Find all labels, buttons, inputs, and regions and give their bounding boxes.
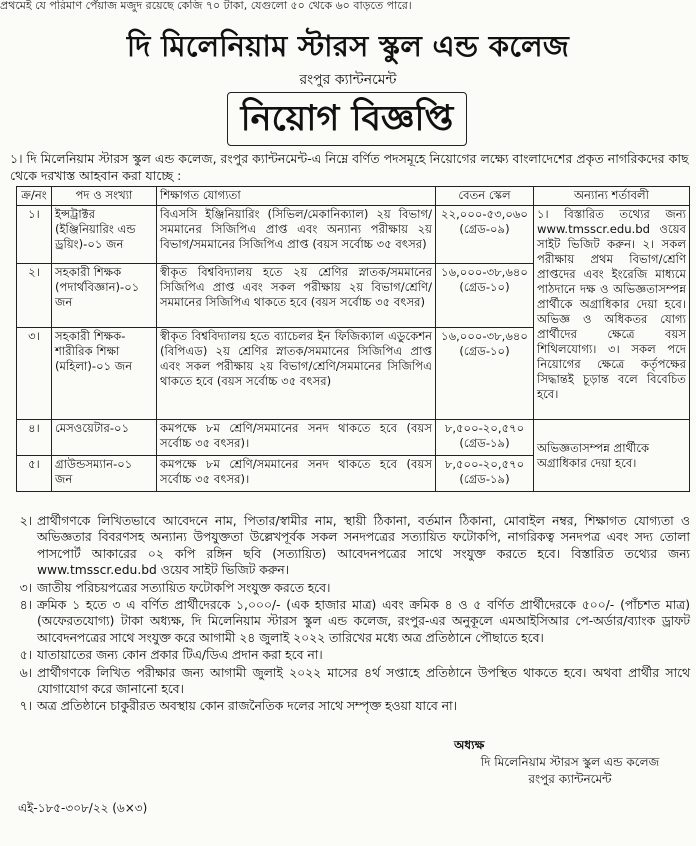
- signature-title: অধ্যক্ষ: [454, 738, 485, 752]
- note-text: অত্র প্রতিষ্ঠানে চাকুরীরত অবস্থায় কোন রাজনৈতিক দলের সাথে সম্পৃক্ত হওয়া যাবে না।: [37, 699, 457, 714]
- list-item: [10, 513, 690, 579]
- reference-number: এই-১৮৫-৩০৮/২২ (৬×৩): [18, 801, 148, 815]
- note-number: ৩।: [19, 580, 32, 595]
- table-header-row: [17, 187, 690, 206]
- salary-cell: [436, 328, 534, 420]
- salary-grade: (গ্রেড-১৯): [459, 472, 510, 486]
- vacancy-table: [16, 186, 690, 492]
- header-serial: ক্র/নং: [17, 187, 52, 206]
- list-item: [10, 698, 690, 714]
- school-name: দি মিলেনিয়াম স্টারস স্কুল এন্ড কলেজ: [126, 29, 570, 63]
- note-number: ৭।: [19, 699, 32, 714]
- salary-range: ২২,০০০-৫৩,০৬০: [441, 207, 528, 221]
- notice-title: নিয়োগ বিজ্ঞপ্তি: [227, 92, 467, 146]
- list-item: [10, 665, 690, 698]
- note-text: জাতীয় পরিচয়পত্রের সত্যায়িত ফটোকপি সংযুক্ত করতে হবে।: [37, 580, 331, 595]
- list-item: [10, 647, 690, 663]
- intro-paragraph: ১। দি মিলেনিয়াম স্টারস স্কুল এন্ড কলেজ, রংপুর ক্যান্টনমেন্ট-এ নিম্নে বর্ণিত পদসমূহে নিয়োগের লক্ষ্যে বাংলাদেশের প্রকৃত নাগরিকদের কাছ থেকে দরখাস্ত আহবান করা যাচ্ছে :: [10, 151, 689, 183]
- salary-grade: (গ্রেড-১০): [459, 344, 510, 358]
- table-row: [17, 420, 690, 456]
- salary-grade: (গ্রেড-০৯): [459, 222, 510, 236]
- header-post: পদ ও সংখ্যা: [52, 187, 157, 206]
- note-number: ২।: [19, 514, 32, 528]
- note-text: যাতায়াতের জন্য কোন প্রকার টিএ/ডিএ প্রদান করা হবে না।: [37, 648, 323, 663]
- table-row: [17, 206, 690, 264]
- cut-previous-article: প্রথমেই যে পরিমাণ পেঁয়াজ মজুদ রয়েছে কেজি ৭০ টাকা, যেগুলো ৫০ থেকে ৬০ বাড়তে পারে।: [0, 0, 412, 12]
- salary-range: ৮,৫০০-২০,৫৭০: [444, 457, 525, 471]
- list-item: [10, 597, 690, 646]
- serial-cell: ৩।: [17, 328, 52, 420]
- post-cell: ইন্সট্রাক্টর (ইঞ্জিনিয়ারিং এন্ড ড্রয়িং)-০১ জন: [52, 206, 157, 264]
- serial-cell: ২।: [17, 264, 52, 328]
- header-salary: বেতন স্কেল: [436, 187, 534, 206]
- serial-cell: ৪।: [17, 420, 52, 456]
- qualification-cell: স্বীকৃত বিশ্ববিদ্যালয় হতে ২য় শ্রেণির স্নাতক/সমমানের সিজিপিএ প্রাপ্ত এবং সকল পরীক্ষায় ২য় বিভাগ/শ্রেণি/সমমানের সিজিপিএ থাকতে হবে (বয়স সর্বোচ্চ ৩৫ বৎসর): [157, 264, 436, 328]
- salary-range: ৮,৫০০-২০,৫৭০: [444, 421, 525, 435]
- signature-line-1: দি মিলেনিয়াম স্টারস স্কুল এন্ড কলেজ: [480, 755, 660, 769]
- header-qualification: শিক্ষাগত যোগ্যতা: [157, 187, 436, 206]
- serial-cell: ৫।: [17, 456, 52, 492]
- salary-grade: (গ্রেড-১০): [459, 280, 510, 294]
- post-cell: মেসওয়েটার-০১: [52, 420, 157, 456]
- serial-cell: ১।: [17, 206, 52, 264]
- qualification-cell: স্বীকৃত বিশ্ববিদ্যালয় হতে ব্যাচেলর ইন ফিজিক্যাল এডুকেশন (বিপিএড) ২য় শ্রেণির স্নাতক/সমমানের সিজিপিএ প্রাপ্ত এবং সকল পরীক্ষায় ২য় বিভাগ/শ্রেণি/সমমানের সিজিপিএ থাকতে হবে (বয়স সর্বোচ্চ ৩৫ বৎসর): [157, 328, 436, 420]
- qualification-cell: কমপক্ষে ৮ম শ্রেণি/সমমানের সনদ থাকতে হবে (বয়স সর্বোচ্চ ৩৫ বৎসর)।: [157, 456, 436, 492]
- note-number: ৫।: [19, 648, 32, 663]
- note-text: ক্রমিক ১ হতে ৩ এ বর্ণিত প্রার্থীদেরকে ১,০০০/- (এক হাজার মাত্র) এবং ক্রমিক ৪ ও ৫ বর্ণিত প্রার্থীদেরকে ৫০০/- (পাঁচশত মাত্র) (অফেরতযোগ্য) টাকা অধ্যক্ষ, দি মিলেনিয়াম স্টারস স্কুল এন্ড কলেজ, রংপুর-এর অনুকূলে এমআইসিআর পে-অর্ডার/ব্যাংক ড্রাফট আবেদনপত্রের সাথে সংযুক্ত করে আগামী ২৪ জুলাই ২০২২ তারিখের মধ্যে অত্র প্রতিষ্ঠানে পৌছাতে হবে।: [37, 598, 690, 645]
- note-text: প্রার্থীগণকে লিখিত পরীক্ষার জন্য আগামী জুলাই ২০২২ মাসের ৪র্থ সপ্তাহে প্রতিষ্ঠানে উপস্থিত থাকতে হবে। অথবা প্রার্থীর সাথে যোগাযোগ করে জানানো হবে।: [37, 665, 690, 697]
- signature-line-2: রংপুর ক্যান্টনমেন্ট: [528, 772, 612, 786]
- school-location: রংপুর ক্যান্টনমেন্ট: [299, 72, 397, 88]
- conditions-cell: ১। বিস্তারিত তথ্যের জন্য www.tmsscr.edu.bd ওয়েব সাইট ভিজিট করুন। ২। সকল পরীক্ষায় প্রথম বিভাগ/শ্রেণি প্রাপ্তদের এবং ইংরেজি মাধ্যমে পাঠদানে দক্ষ ও অভিজ্ঞতাসম্পন্ন প্রার্থীকে অগ্রাধিকার দেয়া হবে। অভিজ্ঞ ও অধিকতর যোগ্য প্রার্থীদের ক্ষেত্রে বয়স শিথিলযোগ্য। ৩। সকল পদে নিয়োগের ক্ষেত্রে কর্তৃপক্ষের সিদ্ধান্তই চূড়ান্ত বলে বিবেচিত হবে।: [534, 206, 690, 420]
- notes-list: [10, 513, 690, 716]
- note-number: ৬।: [19, 665, 32, 680]
- signature-block: [450, 737, 690, 788]
- qualification-cell: কমপক্ষে ৮ম শ্রেণি/সমমানের সনদ থাকতে হবে (বয়স সর্বোচ্চ ৩৫ বৎসর)।: [157, 420, 436, 456]
- salary-cell: [436, 456, 534, 492]
- salary-range: ১৬,০০০-৩৮,৬৪০: [441, 329, 528, 343]
- post-cell: সহকারী শিক্ষক (পদার্থবিজ্ঞান)-০১ জন: [52, 264, 157, 328]
- note-number: ৪।: [19, 598, 32, 613]
- salary-cell: [436, 264, 534, 328]
- list-item: [10, 580, 690, 596]
- post-cell: সহকারী শিক্ষক-শারীরিক শিক্ষা (মহিলা)-০১ জন: [52, 328, 157, 420]
- qualification-cell: বিএসসি ইঞ্জিনিয়ারিং (সিভিল/মেকানিক্যাল) ২য় বিভাগ/সমমানের সিজিপিএ প্রাপ্ত এবং অন্যান্য পরীক্ষায় ২য় বিভাগ/সমমানের সিজিপিএ প্রাপ্ত (বয়স সর্বোচ্চ ৩৫ বৎসর): [157, 206, 436, 264]
- salary-cell: [436, 420, 534, 456]
- salary-range: ১৬,০০০-৩৮,৬৪০: [441, 265, 528, 279]
- post-cell: গ্রাউন্ডসম্যান-০১ জন: [52, 456, 157, 492]
- note-text: প্রার্থীগণকে লিখিতভাবে আবেদনে নাম, পিতার/স্বামীর নাম, স্থায়ী ঠিকানা, বর্তমান ঠিকানা, মোবাইল নম্বর, শিক্ষাগত যোগ্যতা ও অভিজ্ঞতার বিবরণসহ অন্যান্য উপযুক্ততা উল্লেখপূর্বক সকল সনদপত্রের সত্যায়িত ফটোকপি, নাগরিকত্ব সনদপত্র এবং সদ্য তোলা পাসপোর্ট আকারের ০২ কপি রঙ্গিন ছবি (সত্যায়িত) আবেদনপত্রের সাথে সংযুক্ত করতে হবে। বিস্তারিত তথ্যের জন্য www.tmsscr.edu.bd ওয়েব সাইট ভিজিট করুন।: [37, 514, 690, 578]
- salary-cell: [436, 206, 534, 264]
- conditions-cell-last: অভিজ্ঞতাসম্পন্ন প্রার্থীকে অগ্রাধিকার দেয়া হবে।: [534, 420, 690, 492]
- salary-grade: (গ্রেড-১৯): [459, 436, 510, 450]
- header-conditions: অন্যান্য শর্তাবলী: [534, 187, 690, 206]
